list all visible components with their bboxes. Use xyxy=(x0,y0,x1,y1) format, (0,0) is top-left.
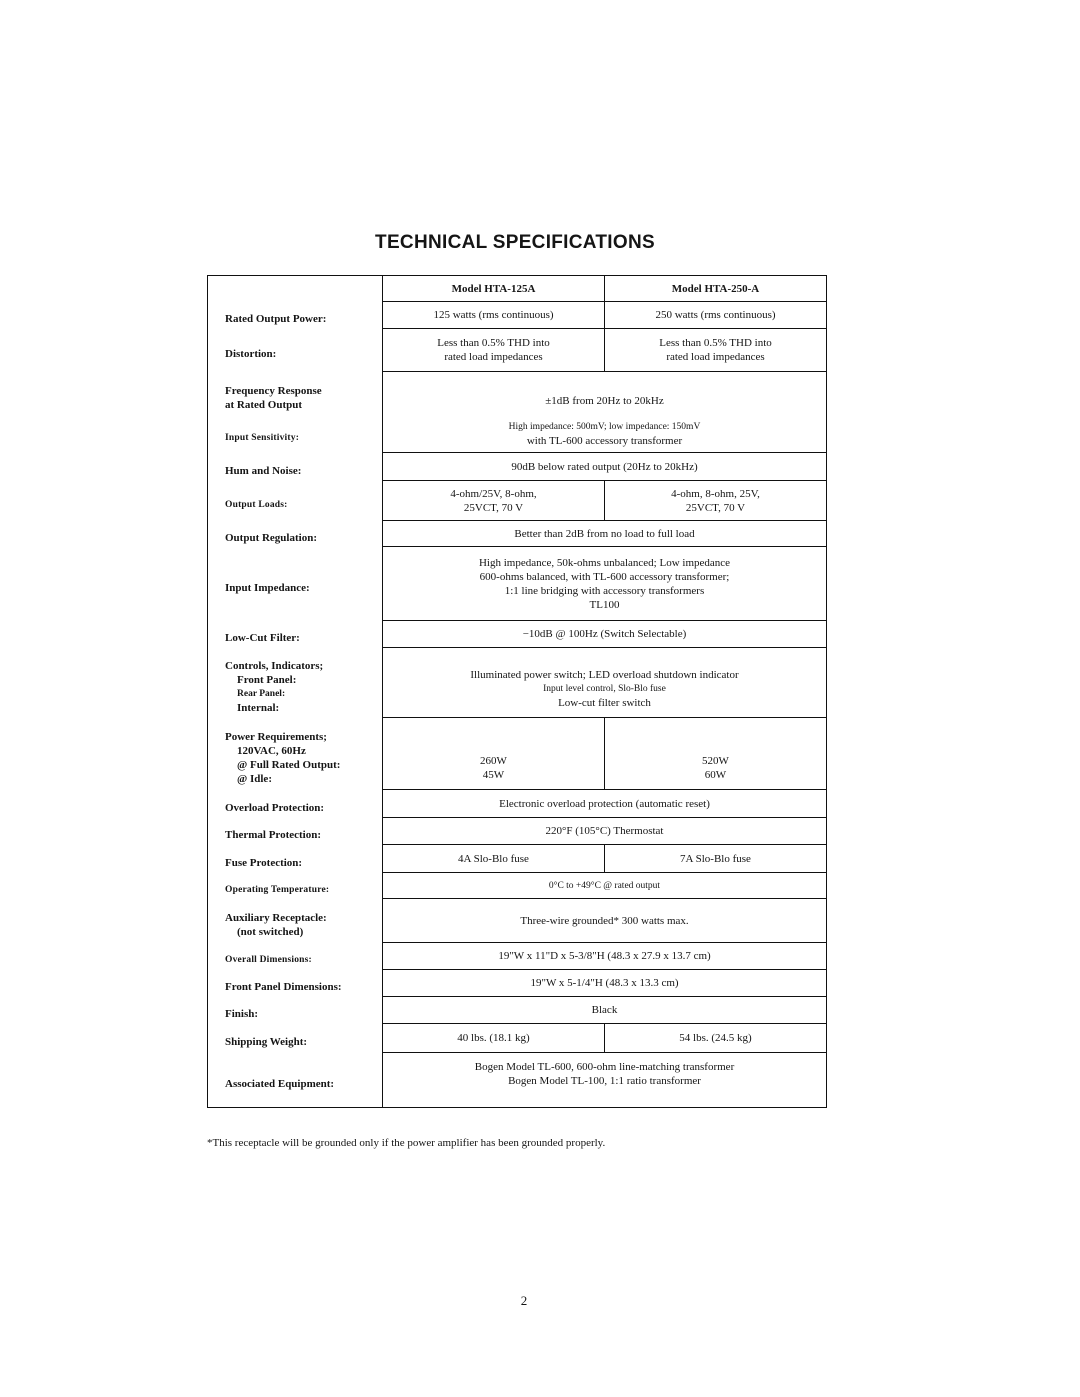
value-line: Illuminated power switch; LED overload shutdown indicator xyxy=(470,668,739,681)
value-line: rated load impedances xyxy=(444,351,543,363)
row-operating-temperature xyxy=(208,873,827,899)
label-line: Power Requirements; xyxy=(225,730,327,743)
value-shared: 0°C to +49°C @ rated output xyxy=(383,873,827,899)
value-line: with TL-600 accessory transformer xyxy=(526,434,683,447)
row-label: Distortion: xyxy=(208,329,383,372)
row-thermal-protection xyxy=(208,818,827,845)
label-line: Controls, Indicators; xyxy=(225,659,324,672)
row-front-panel-dimensions xyxy=(208,970,827,997)
row-label: Thermal Protection: xyxy=(208,818,383,845)
value-shared: ±1dB from 20Hz to 20kHz xyxy=(383,372,827,416)
value-line: 1:1 line bridging with accessory transformers xyxy=(504,584,705,597)
value-line: Low-cut filter switch xyxy=(558,696,651,709)
value-shared xyxy=(383,1053,827,1108)
value-model-a: 40 lbs. (18.1 kg) xyxy=(383,1024,605,1053)
row-rated-output xyxy=(208,302,827,329)
row-output-regulation xyxy=(208,521,827,547)
value-shared: 19"W x 11"D x 5-3/8"H (48.3 x 27.9 x 13.7 cm) xyxy=(383,943,827,970)
row-label: Finish: xyxy=(208,997,383,1024)
value-shared: Better than 2dB from no load to full load xyxy=(383,521,827,547)
header-model-a: Model HTA-125A xyxy=(383,276,605,302)
row-controls xyxy=(208,648,827,718)
row-fuse-protection xyxy=(208,845,827,873)
page-title: TECHNICAL SPECIFICATIONS xyxy=(375,232,655,253)
spec-table xyxy=(207,275,827,1108)
value-shared: 90dB below rated output (20Hz to 20kHz) xyxy=(383,453,827,481)
row-label: Output Loads: xyxy=(208,481,383,521)
value-model-a: 4A Slo-Blo fuse xyxy=(383,845,605,873)
value-shared xyxy=(383,416,827,453)
row-label: Input Sensitivity: xyxy=(208,416,383,453)
row-label xyxy=(208,648,383,718)
label-line: @ Full Rated Output: xyxy=(237,758,341,771)
value-shared xyxy=(383,648,827,718)
value-shared: −10dB @ 100Hz (Switch Selectable) xyxy=(383,621,827,648)
value-model-b xyxy=(605,329,827,372)
row-label: Overload Protection: xyxy=(208,790,383,818)
row-input-impedance xyxy=(208,547,827,621)
value-line: rated load impedances xyxy=(666,351,765,363)
value-model-a xyxy=(383,718,605,790)
row-auxiliary-receptacle xyxy=(208,899,827,943)
row-label: Hum and Noise: xyxy=(208,453,383,481)
value-shared: 220°F (105°C) Thermostat xyxy=(383,818,827,845)
row-label: Rated Output Power: xyxy=(208,302,383,329)
value-line: Less than 0.5% THD into xyxy=(659,337,772,349)
value-line: Less than 0.5% THD into xyxy=(437,337,550,349)
label-line: Internal: xyxy=(237,701,280,714)
label-line: Frequency Response xyxy=(225,384,322,397)
value-line: 60W xyxy=(704,768,727,781)
row-label xyxy=(208,718,383,790)
value-line: 25VCT, 70 V xyxy=(685,501,746,514)
value-line: 520W xyxy=(702,754,729,767)
value-shared: Electronic overload protection (automatic reset) xyxy=(383,790,827,818)
value-line: 4-ohm/25V, 8-ohm, xyxy=(450,487,537,500)
row-label xyxy=(208,372,383,416)
value-line: 25VCT, 70 V xyxy=(463,501,524,514)
row-associated-equipment xyxy=(208,1053,827,1108)
value-shared xyxy=(383,547,827,621)
row-label: Overall Dimensions: xyxy=(208,943,383,970)
label-line: @ Idle: xyxy=(237,772,272,785)
row-shipping-weight xyxy=(208,1024,827,1053)
row-hum-noise xyxy=(208,453,827,481)
value-model-b xyxy=(605,481,827,521)
row-distortion xyxy=(208,329,827,372)
label-line: Front Panel: xyxy=(237,673,297,686)
row-label xyxy=(208,899,383,943)
row-label: Fuse Protection: xyxy=(208,845,383,873)
label-line: at Rated Output xyxy=(225,398,303,411)
value-line: Bogen Model TL-100, 1:1 ratio transformer xyxy=(508,1075,701,1087)
row-finish xyxy=(208,997,827,1024)
value-shared: 19"W x 5-1/4"H (48.3 x 13.3 cm) xyxy=(383,970,827,997)
value-shared: Black xyxy=(383,997,827,1024)
value-line: 260W xyxy=(480,754,507,767)
label-line: Auxiliary Receptacle: xyxy=(225,911,327,924)
value-model-a xyxy=(383,481,605,521)
label-line: (not switched) xyxy=(237,925,304,938)
row-label: Shipping Weight: xyxy=(208,1024,383,1053)
row-power-requirements xyxy=(208,718,827,790)
row-label: Associated Equipment: xyxy=(208,1053,383,1108)
value-model-a xyxy=(383,329,605,372)
row-label: Output Regulation: xyxy=(208,521,383,547)
row-overall-dimensions xyxy=(208,943,827,970)
row-output-loads xyxy=(208,481,827,521)
row-label: Front Panel Dimensions: xyxy=(208,970,383,997)
value-line: TL100 xyxy=(589,598,620,611)
row-overload-protection xyxy=(208,790,827,818)
row-input-sensitivity xyxy=(208,416,827,453)
header-blank-cell xyxy=(208,276,383,302)
value-line: 600-ohms balanced, with TL-600 accessory transformer; xyxy=(479,570,730,583)
value-line: 45W xyxy=(482,768,505,781)
label-line: Rear Panel: xyxy=(237,688,286,699)
value-line: High impedance, 50k-ohms unbalanced; Low impedance xyxy=(478,556,731,569)
value-model-a: 125 watts (rms continuous) xyxy=(383,302,605,329)
value-line: 4-ohm, 8-ohm, 25V, xyxy=(671,487,760,500)
row-label: Low-Cut Filter: xyxy=(208,621,383,648)
value-shared: Three-wire grounded* 300 watts max. xyxy=(383,899,827,943)
value-line: High impedance: 500mV; low impedance: 150mV xyxy=(508,421,701,432)
value-model-b: 7A Slo-Blo fuse xyxy=(605,845,827,873)
page-number: 2 xyxy=(520,1293,528,1308)
value-model-b: 54 lbs. (24.5 kg) xyxy=(605,1024,827,1053)
header-model-b: Model HTA-250-A xyxy=(605,276,827,302)
value-model-b: 250 watts (rms continuous) xyxy=(605,302,827,329)
row-low-cut-filter xyxy=(208,621,827,648)
row-label: Input Impedance: xyxy=(208,547,383,621)
value-line: Input level control, Slo-Blo fuse xyxy=(543,683,666,694)
row-label: Operating Temperature: xyxy=(208,873,383,899)
table-header-row xyxy=(208,276,827,302)
label-line: 120VAC, 60Hz xyxy=(237,744,306,757)
value-model-b xyxy=(605,718,827,790)
footnote: *This receptacle will be grounded only if the power amplifier has been grounded properly. xyxy=(207,1137,606,1149)
row-frequency-response xyxy=(208,372,827,416)
value-line: Bogen Model TL-600, 600-ohm line-matching transformer xyxy=(474,1061,735,1073)
